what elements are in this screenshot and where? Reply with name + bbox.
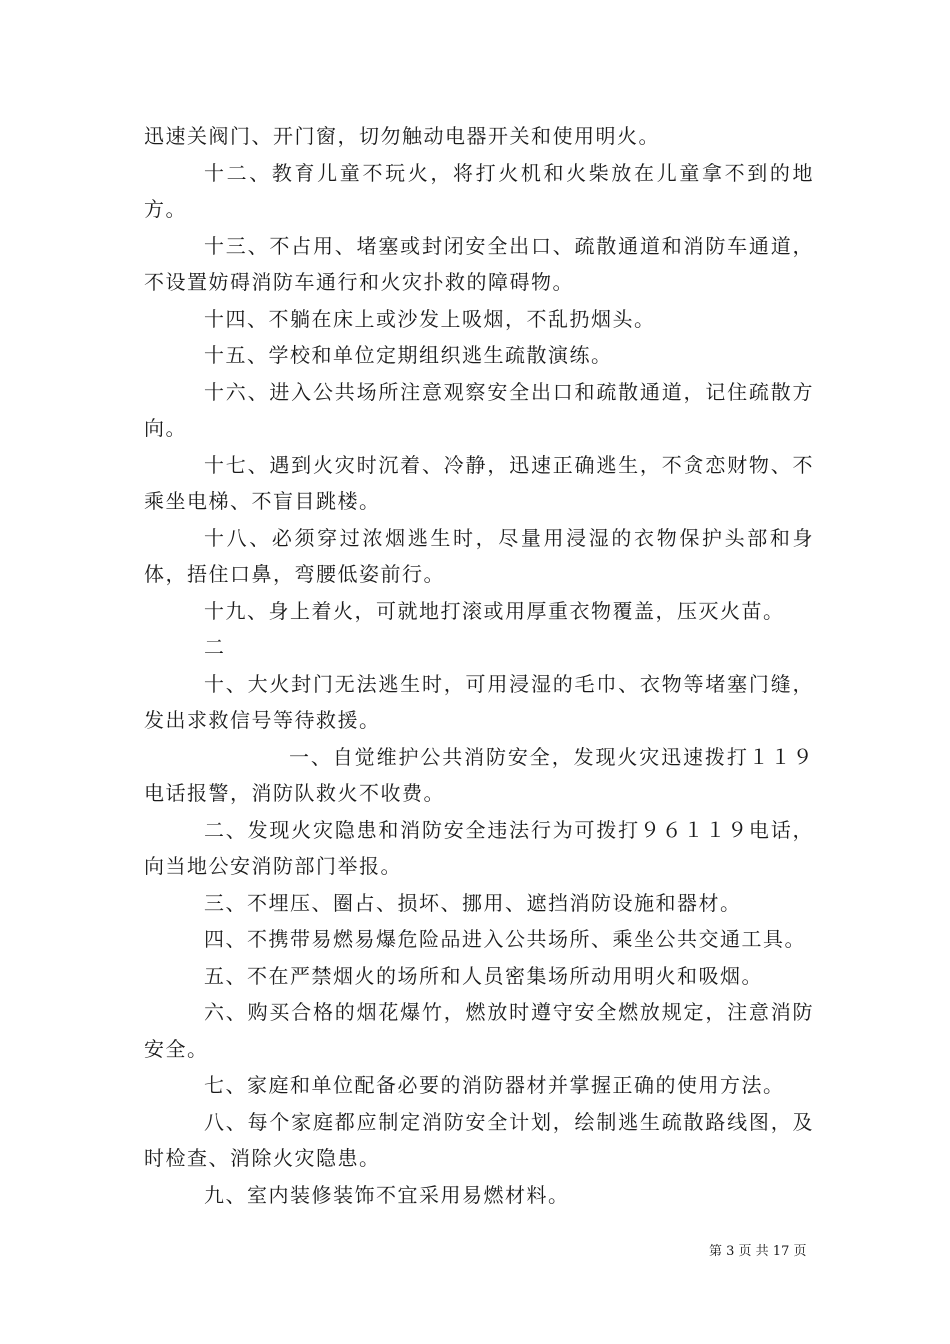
paragraph-item-5: 五、不在严禁烟火的场所和人员密集场所动用明火和吸烟。 xyxy=(204,963,763,988)
page-number-footer: 第 3 页 共 17 页 xyxy=(709,1244,807,1259)
document-body xyxy=(144,118,814,1213)
paragraph-item-8: 八、每个家庭都应制定消防安全计划，绘制逃生疏散路线图，及时检查、消除火灾隐患。 xyxy=(144,1109,814,1170)
paragraph-item-9: 九、室内装修装饰不宜采用易燃材料。 xyxy=(204,1182,570,1207)
paragraph-item-12: 十二、教育儿童不玩火，将打火机和火柴放在儿童拿不到的地方。 xyxy=(144,160,814,221)
paragraph-item-2: 二、发现火灾隐患和消防安全违法行为可拨打９６１１９电话，向当地公安消防部门举报。 xyxy=(144,817,814,878)
paragraph-item-20-fragment: 二 xyxy=(204,635,226,659)
paragraph-item-4: 四、不携带易燃易爆危险品进入公共场所、乘坐公共交通工具。 xyxy=(204,927,806,951)
paragraph-item-15: 十五、学校和单位定期组织逃生疏散演练。 xyxy=(204,343,613,367)
paragraph-item-14: 十四、不躺在床上或沙发上吸烟，不乱扔烟头。 xyxy=(204,306,656,331)
paragraph-continued: 迅速关阀门、开门窗，切勿触动电器开关和使用明火。 xyxy=(144,124,660,148)
paragraph-item-7: 七、家庭和单位配备必要的消防器材并掌握正确的使用方法。 xyxy=(204,1073,785,1097)
paragraph-item-13: 十三、不占用、堵塞或封闭安全出口、疏散通道和消防车通道，不设置妨碍消防车通行和火灾扑救的障碍物。 xyxy=(144,233,814,294)
paragraph-item-3: 三、不埋压、圈占、损坏、挪用、遮挡消防设施和器材。 xyxy=(204,890,742,915)
paragraph-item-18: 十八、必须穿过浓烟逃生时，尽量用浸湿的衣物保护头部和身体，捂住口鼻，弯腰低姿前行。 xyxy=(144,525,814,586)
paragraph-item-16: 十六、进入公共场所注意观察安全出口和疏散通道，记住疏散方向。 xyxy=(144,379,814,440)
paragraph-item-17: 十七、遇到火灾时沉着、冷静，迅速正确逃生，不贪恋财物、不乘坐电梯、不盲目跳楼。 xyxy=(144,452,814,513)
paragraph-item-1: 一、自觉维护公共消防安全，发现火灾迅速拨打１１９电话报警，消防队救火不收费。 xyxy=(144,744,814,805)
paragraph-item-20: 十、大火封门无法逃生时，可用浸湿的毛巾、衣物等堵塞门缝，发出求救信号等待救援。 xyxy=(144,671,814,732)
paragraph-item-19: 十九、身上着火，可就地打滚或用厚重衣物覆盖，压灭火苗。 xyxy=(204,598,785,623)
paragraph-item-6: 六、购买合格的烟花爆竹，燃放时遵守安全燃放规定，注意消防安全。 xyxy=(144,1000,814,1061)
